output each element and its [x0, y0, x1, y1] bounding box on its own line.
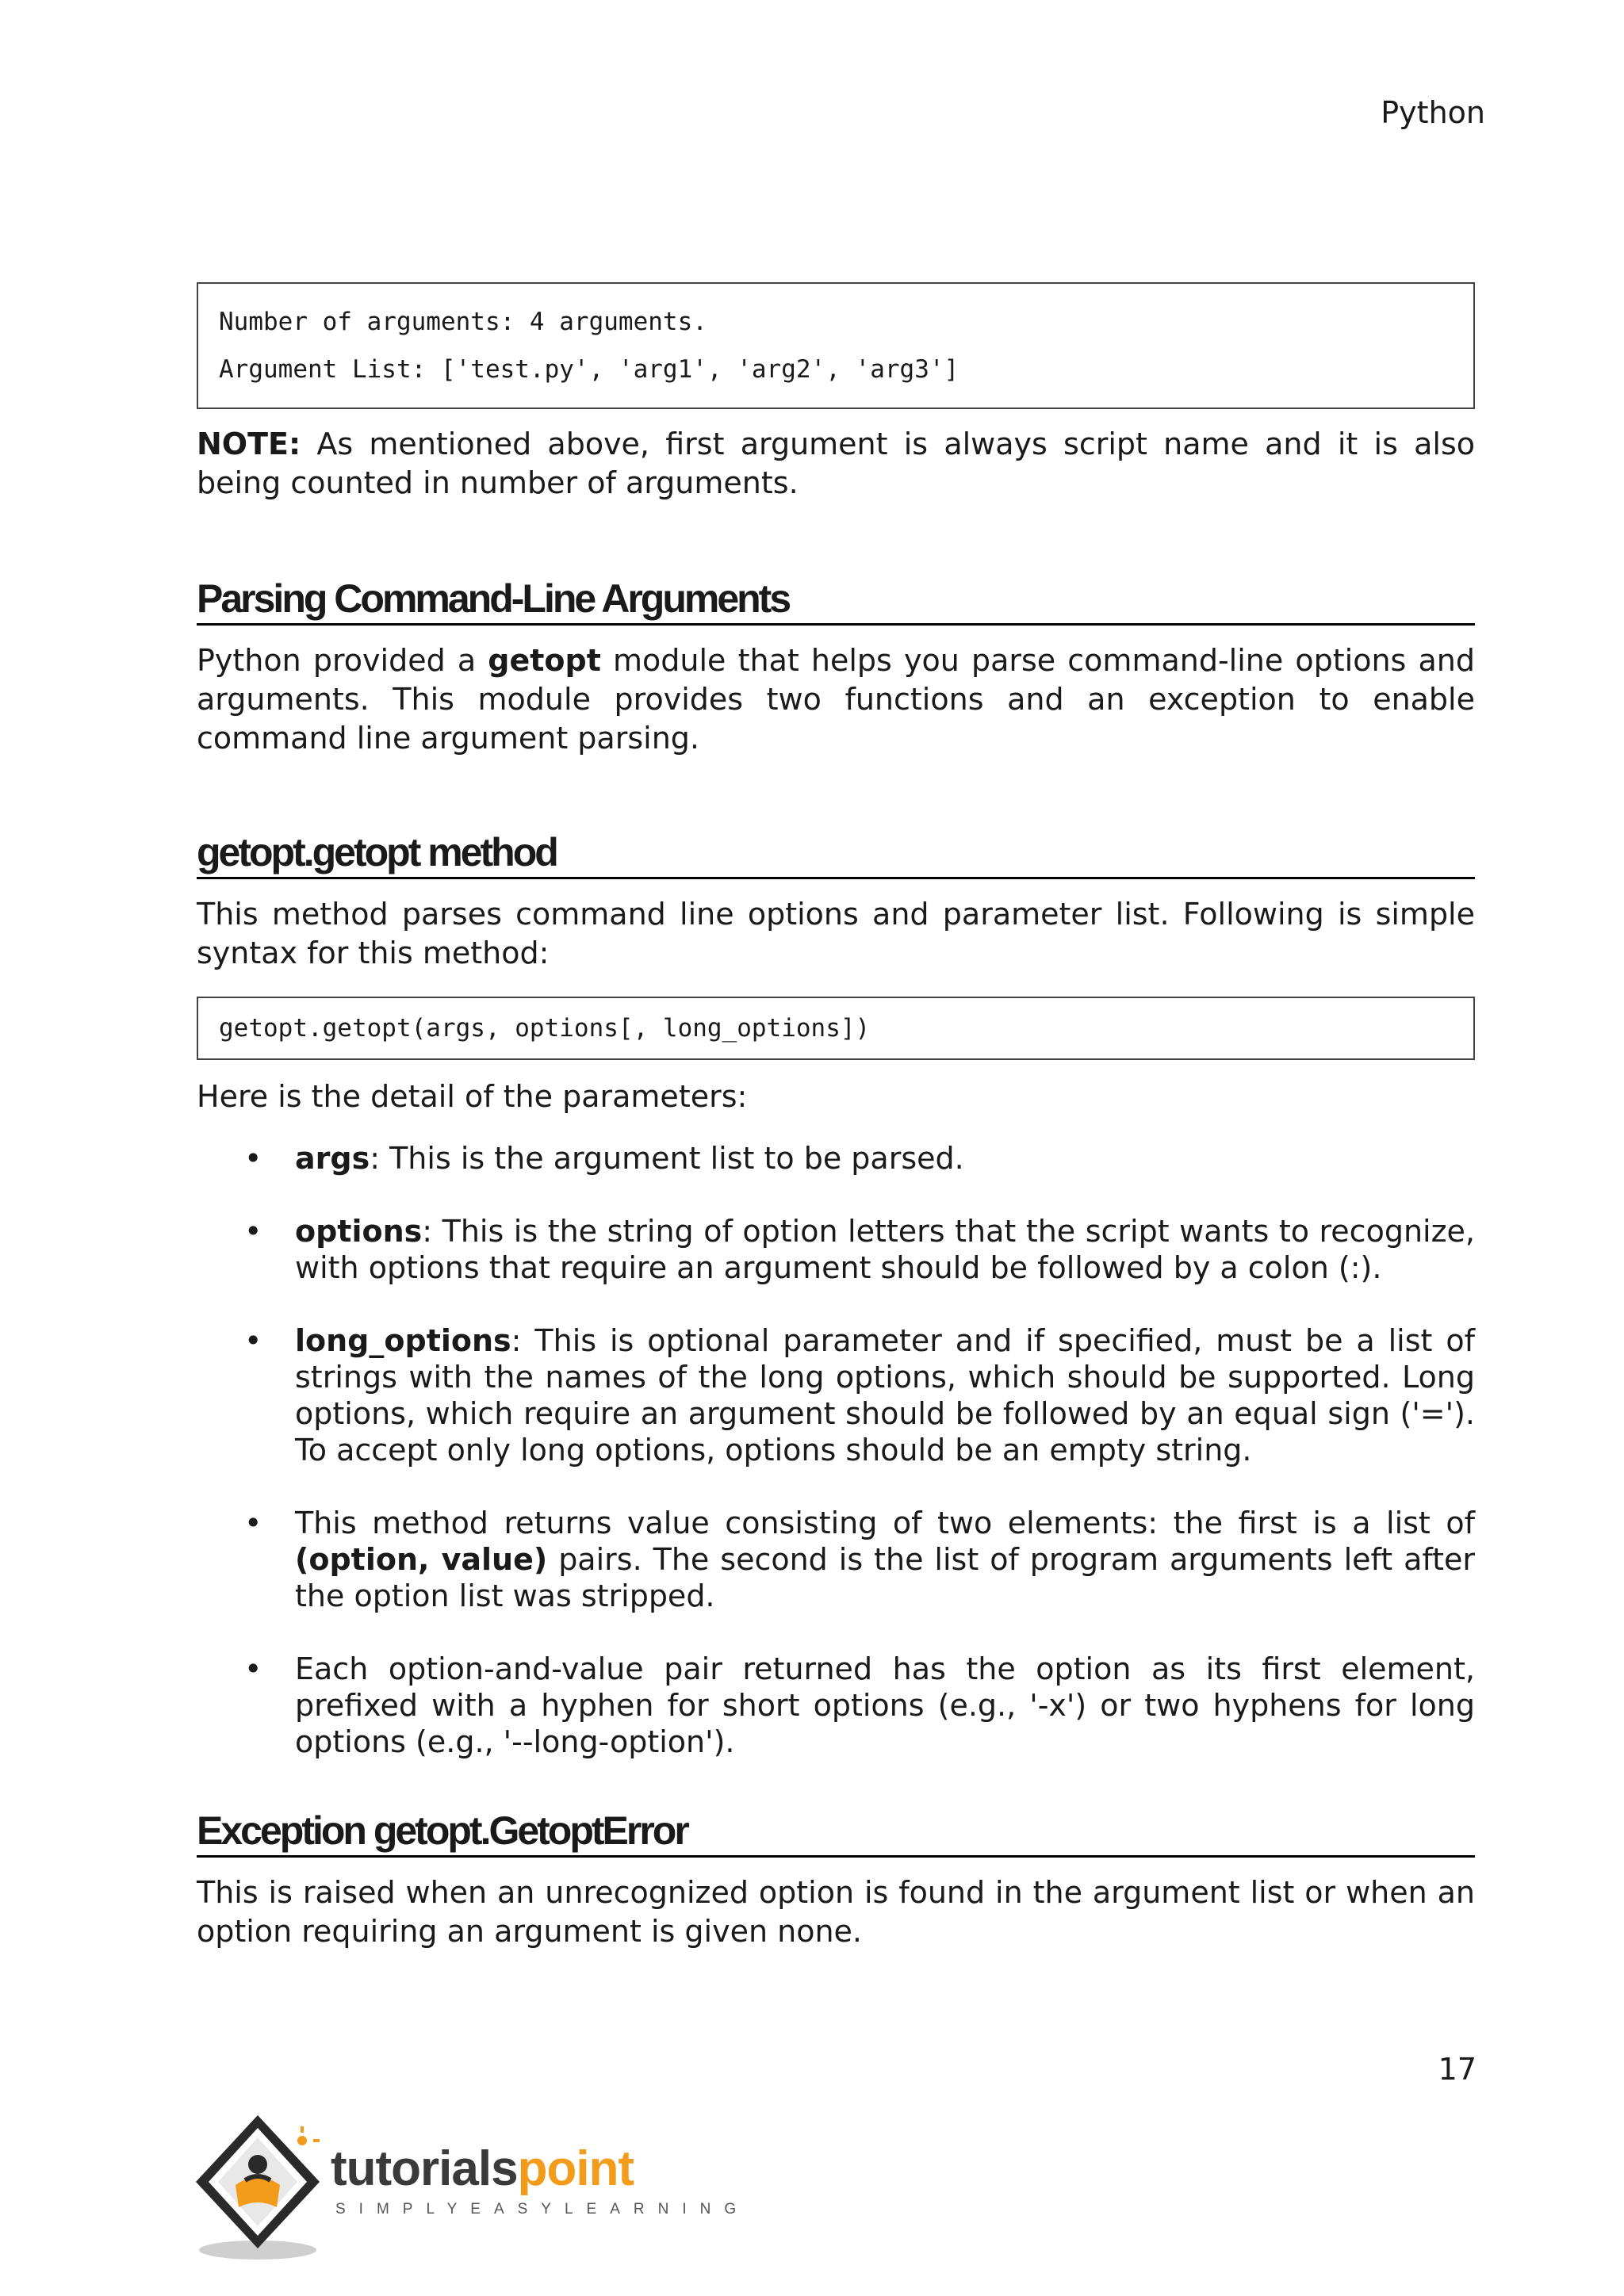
logo-word-point: point	[517, 2141, 634, 2196]
output-code-box	[197, 282, 1475, 409]
exception-paragraph: This is raised when an unrecognized option is found in the argument list or when an option requiring an argument is given none.	[197, 1875, 1475, 1949]
para-text: Python provided a	[197, 643, 488, 678]
section-heading-parsing: Parsing Command-Line Arguments	[197, 576, 1475, 626]
param-desc: : This is optional parameter and if specified, must be a list of strings with the names of the long options, which should be supported. Long options, which require an argument should be followed by an equal sign ('='). To accept only long options, options should be an empty string.	[295, 1323, 1475, 1468]
list-item	[197, 1505, 1475, 1614]
param-term: (option, value)	[295, 1542, 548, 1577]
bullet-icon: •	[244, 1506, 262, 1540]
bullet-icon: •	[244, 1651, 262, 1686]
param-term: long_options	[295, 1323, 511, 1358]
note-paragraph	[197, 425, 1475, 503]
para-text: module that helps you parse command-line options and arguments. This module provides two functions and an exception to enable command line argument parsing.	[197, 643, 1475, 756]
parameter-list	[197, 1140, 1475, 1760]
list-item	[197, 1322, 1475, 1468]
param-desc: This method returns value consisting of two elements: the first is a list of	[295, 1506, 1475, 1540]
bullet-icon: •	[244, 1141, 262, 1176]
param-desc: pairs. The second is the list of program arguments left after the option list was stripped.	[295, 1542, 1475, 1613]
param-desc: Each option-and-value pair returned has the option as its first element, prefixed with a hyphen for short options (e.g., '-x') or two hyphens for long options (e.g., '--long-option').	[295, 1651, 1475, 1759]
param-desc: : This is the argument list to be parsed.	[370, 1141, 964, 1176]
param-term: options	[295, 1214, 423, 1249]
logo-tagline: SIMPLYEASYLEARNING	[335, 2201, 750, 2218]
list-item	[197, 1651, 1475, 1760]
syntax-code-box	[197, 997, 1475, 1060]
note-label: NOTE:	[197, 427, 301, 461]
list-item	[197, 1213, 1475, 1286]
section-parsing-paragraph	[197, 641, 1475, 758]
page-number: 17	[1438, 2052, 1477, 2087]
bullet-icon: •	[244, 1323, 262, 1358]
bullet-icon: •	[244, 1214, 262, 1249]
logo-wordmark	[331, 2141, 634, 2197]
getopt-intro-paragraph: This method parses command line options and parameter list. Following is simple syntax for this method:	[197, 897, 1475, 970]
code-line: Number of arguments: 4 arguments.	[219, 308, 707, 336]
parameters-intro: Here is the detail of the parameters:	[197, 1079, 748, 1114]
code-line: Argument List: ['test.py', 'arg1', 'arg2', 'arg3']	[219, 355, 959, 384]
code-line: getopt.getopt(args, options[, long_options])	[219, 1014, 871, 1043]
param-term: args	[295, 1141, 370, 1176]
list-item	[197, 1140, 1475, 1177]
page-content	[197, 282, 1475, 1951]
section-heading-getopt-method: getopt.getopt method	[197, 829, 1475, 879]
param-desc: : This is the string of option letters that the script wants to recognize, with options that require an argument should be followed by a colon (:).	[295, 1214, 1475, 1285]
note-text: As mentioned above, first argument is always script name and it is also being counted in number of arguments.	[197, 427, 1475, 500]
tutorialspoint-logo	[194, 2109, 750, 2267]
section-heading-exception: Exception getopt.GetoptError	[197, 1808, 1475, 1858]
logo-word-tutorials: tutorials	[331, 2141, 518, 2196]
logo-emblem-icon	[194, 2109, 329, 2267]
module-name: getopt	[488, 643, 601, 678]
header-title: Python	[1381, 95, 1485, 130]
